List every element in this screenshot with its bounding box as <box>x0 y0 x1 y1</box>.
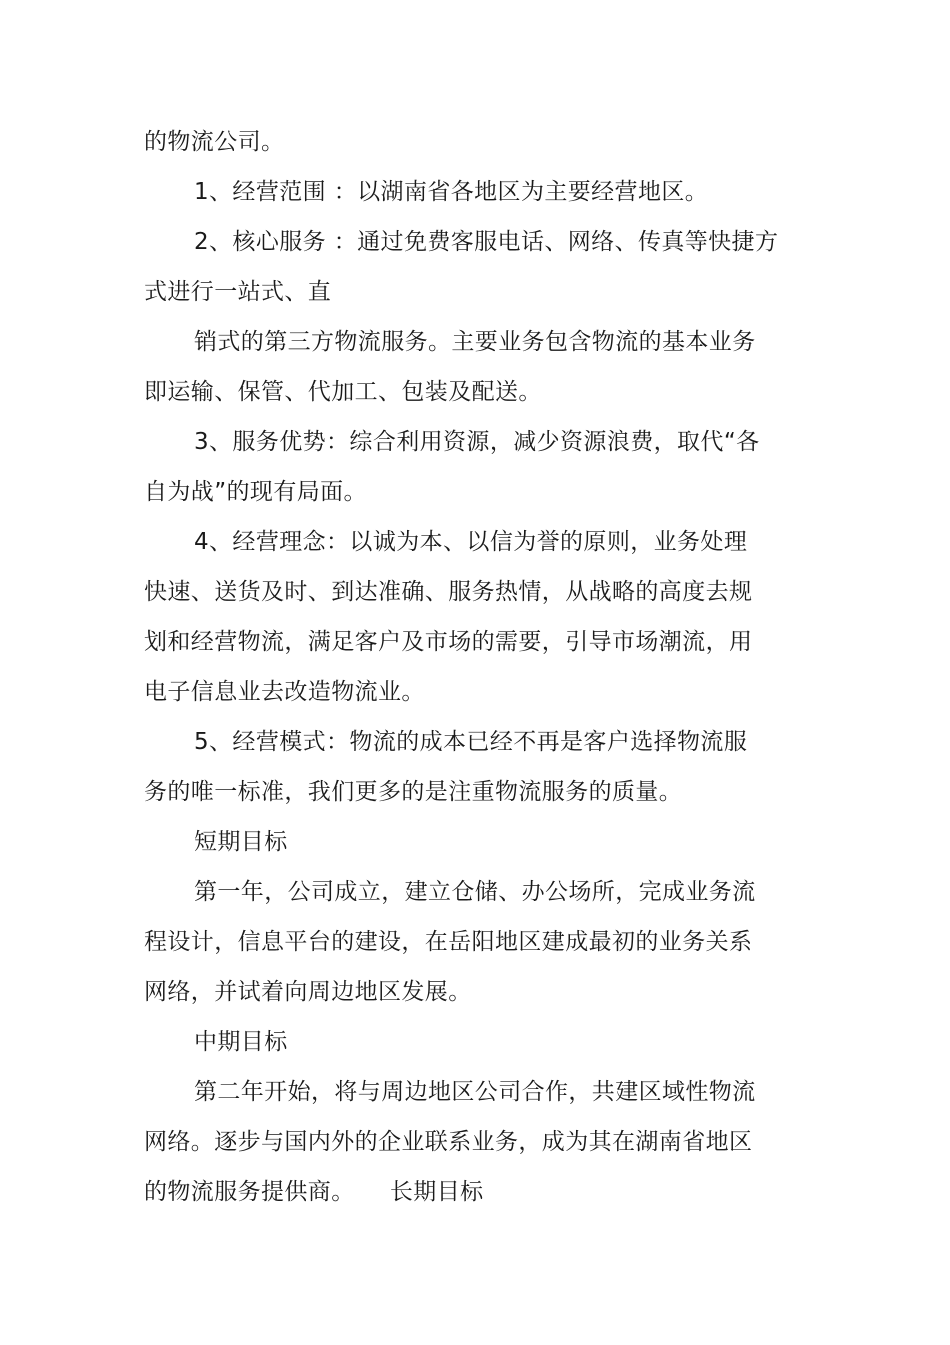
text-line: 网络，并试着向周边地区发展。 <box>144 979 472 1005</box>
text-line: 销式的第三方物流服务。主要业务包含物流的基本业务 <box>194 329 756 355</box>
section-heading: 中期目标 <box>194 1029 288 1055</box>
text-line: 1、经营范围 ：以湖南省各地区为主要经营地区。 <box>194 179 709 205</box>
text-line: 电子信息业去改造物流业。 <box>144 679 425 705</box>
text-line: 第一年，公司成立，建立仓储、办公场所，完成业务流 <box>194 879 756 905</box>
text-line: 的物流服务提供商。 长期目标 <box>144 1179 484 1205</box>
text-line: 3、服务优势：综合利用资源，减少资源浪费，取代“各 <box>194 429 760 455</box>
text-line: 即运输、保管、代加工、包装及配送。 <box>144 379 542 405</box>
section-heading: 短期目标 <box>194 829 288 855</box>
text-line: 式进行一站式、直 <box>144 279 332 305</box>
text-line: 2、核心服务 ：通过免费客服电话、网络、传真等快捷方 <box>194 229 779 255</box>
text-line: 划和经营物流，满足客户及市场的需要，引导市场潮流，用 <box>144 629 753 655</box>
text-line: 第二年开始，将与周边地区公司合作，共建区域性物流 <box>194 1079 756 1105</box>
text-line: 网络。逐步与国内外的企业联系业务，成为其在湖南省地区 <box>144 1129 753 1155</box>
text-line: 程设计，信息平台的建设，在岳阳地区建成最初的业务关系 <box>144 929 753 955</box>
text-line: 5、经营模式：物流的成本已经不再是客户选择物流服 <box>194 729 748 755</box>
text-line: 务的唯一标准，我们更多的是注重物流服务的质量。 <box>144 779 683 805</box>
text-line: 的物流公司。 <box>144 129 285 155</box>
text-line: 4、经营理念：以诚为本、以信为誉的原则，业务处理 <box>194 529 748 555</box>
text-line: 快速、送货及时、到达准确、服务热情，从战略的高度去规 <box>144 579 753 605</box>
text-line: 自为战”的现有局面。 <box>144 479 367 505</box>
